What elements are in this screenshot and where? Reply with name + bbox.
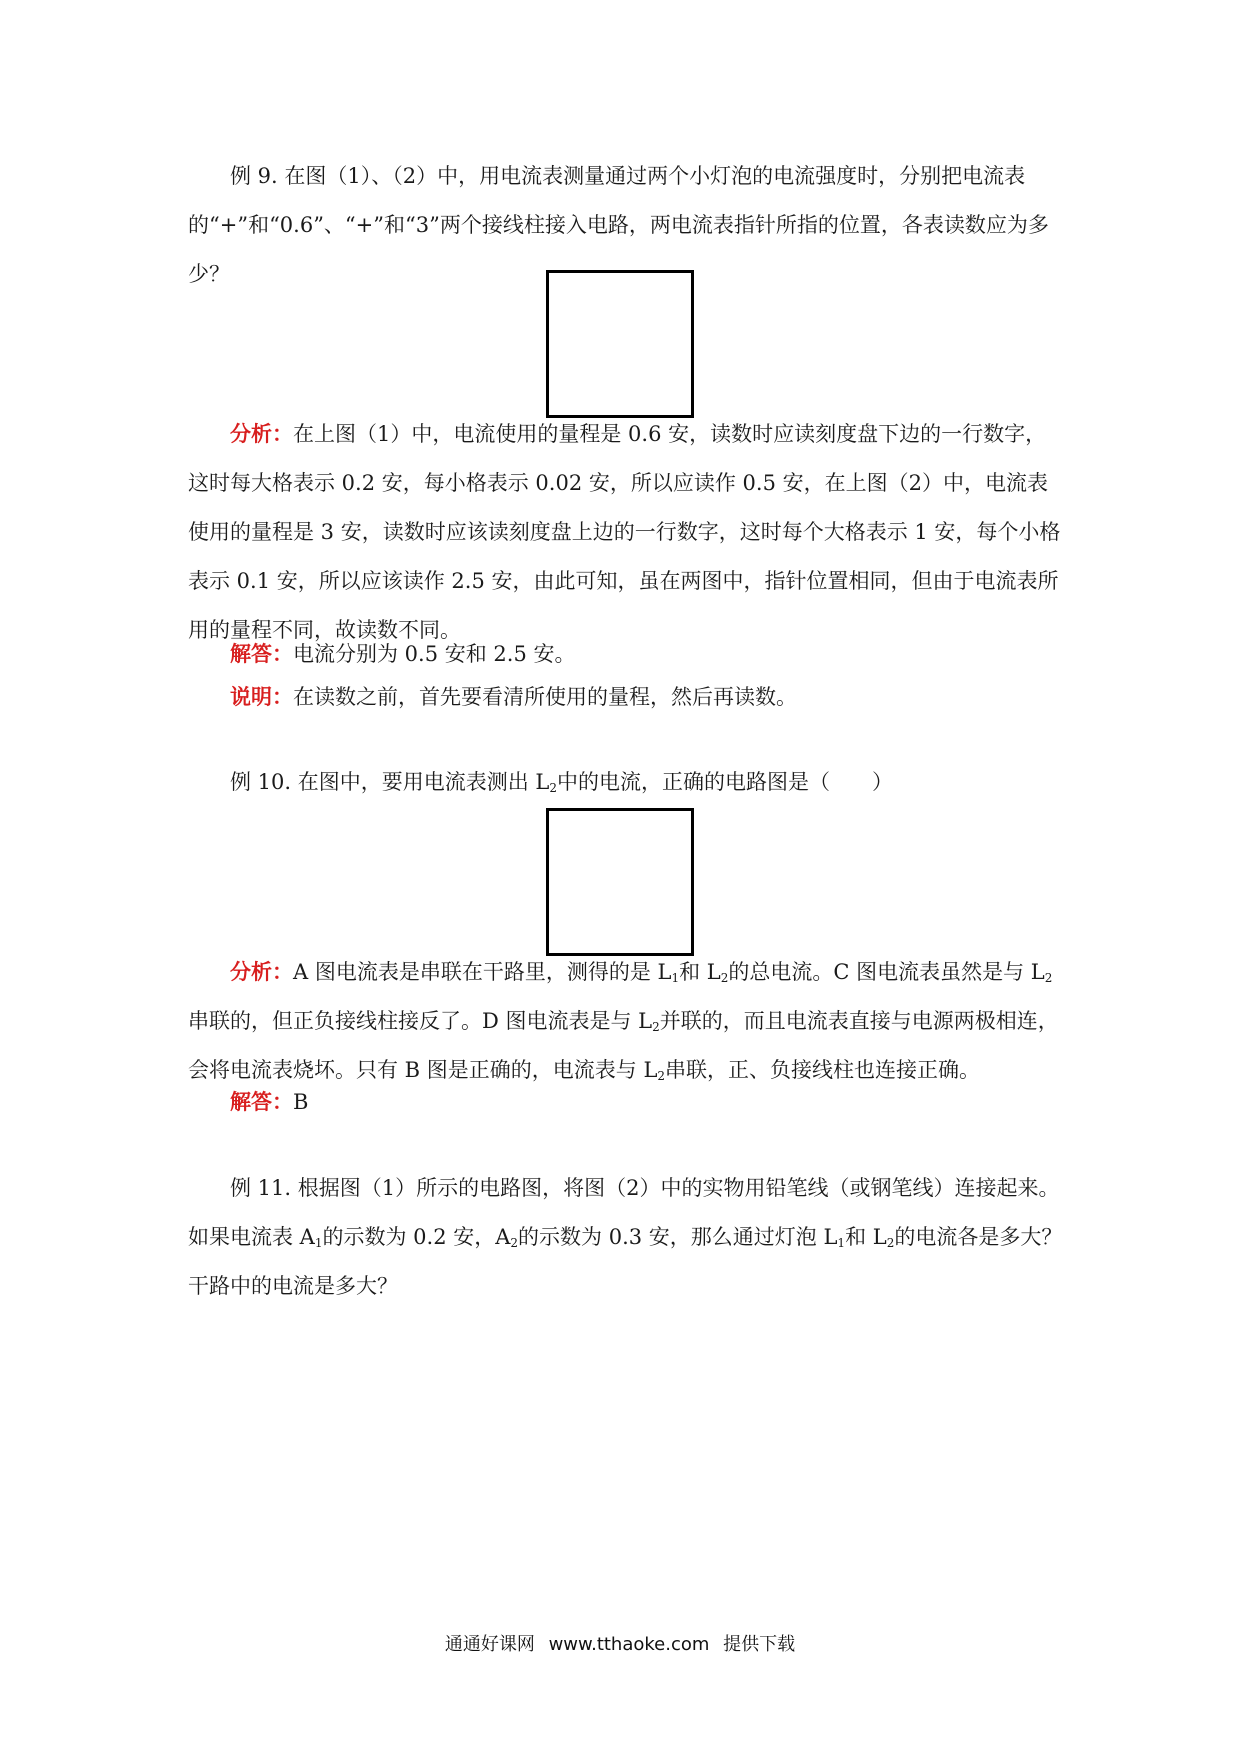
subscript: 2 <box>652 1020 660 1034</box>
subscript: 2 <box>510 1236 519 1250</box>
example-10-question <box>188 758 1064 807</box>
example-10-answer <box>188 1078 1064 1127</box>
footer-tail: 提供下载 <box>723 1634 796 1655</box>
analysis-label: 分析： <box>230 422 293 446</box>
q-text: 中的电流，正确的电路图是（ ） <box>557 770 894 794</box>
example-10-analysis <box>188 948 1064 1095</box>
q-text: 的示数为 0.3 安，那么通过灯泡 L <box>518 1225 838 1249</box>
subscript: 2 <box>549 781 558 795</box>
q-text: 例 10. 在图中，要用电流表测出 L <box>230 770 550 794</box>
subscript: 1 <box>671 971 680 985</box>
answer-label: 解答： <box>230 1090 293 1114</box>
q-text: 的示数为 0.2 安，A <box>322 1225 511 1249</box>
page-footer <box>0 1630 1240 1656</box>
example-9-note <box>188 673 1064 722</box>
footer-url[interactable]: www.tthaoke.com <box>548 1634 710 1655</box>
example-11-question <box>188 1164 1064 1311</box>
q-text: 例 11. 根据图（1）所示的电路图，将图（2）中的实物用铅笔线（或钢笔线）连接起来。如果电流表 A <box>188 1176 1060 1249</box>
example-10-figure <box>546 808 694 956</box>
answer-text: B <box>293 1090 309 1114</box>
subscript: 2 <box>886 1236 895 1250</box>
answer-text: 电流分别为 0.5 安和 2.5 安。 <box>293 642 576 666</box>
analysis-text: 在上图（1）中，电流使用的量程是 0.6 安，读数时应读刻度盘下边的一行数字，这时每大格表示 0.2 安，每小格表示 0.02 安，所以应读作 0.5 安，在上图（2）中，电流表使用的量程是 3 安，读数时应该读刻度盘上边的一行数字，这时每个大格表示 1 安，每个小格表示 0.1 安，所以应该读作 2.5 安，由此可知，虽在两图中，指针位置相同，但由于电流表所用的量程不同，故读数不同。 <box>188 422 1061 642</box>
subscript: 2 <box>657 1069 666 1083</box>
answer-label: 解答： <box>230 642 293 666</box>
analysis-text: 的总电流。C 图电流表虽然是与 L <box>728 960 1045 984</box>
footer-site-name: 通通好课网 <box>444 1634 535 1655</box>
subscript: 1 <box>314 1236 323 1250</box>
analysis-label: 分析： <box>230 960 293 984</box>
note-label: 说明： <box>230 685 293 709</box>
analysis-text: 串联的，但正负接线柱接反了。D 图电流表是与 L <box>188 1009 653 1033</box>
subscript: 2 <box>1044 971 1053 985</box>
subscript: 1 <box>837 1236 846 1250</box>
subscript: 2 <box>720 971 729 985</box>
q-text: 的电流各是多大？干路中的电流是多大？ <box>188 1225 1063 1298</box>
analysis-text: A 图电流表是串联在干路里，测得的是 L <box>293 960 672 984</box>
example-9-figure <box>546 270 694 418</box>
analysis-text: 串联，正、负接线柱也连接正确。 <box>665 1058 981 1082</box>
example-9-question-text: 例 9. 在图（1）、（2）中，用电流表测量通过两个小灯泡的电流强度时，分别把电流表的“+”和“0.6”、“+”和“3”两个接线柱接入电路，两电流表指针所指的位置，各表读数应为多少？ <box>188 164 1049 286</box>
analysis-text: 和 L <box>679 960 721 984</box>
q-text: 和 L <box>845 1225 887 1249</box>
analysis-text: 并联的，而且电流表直接与电源两极相连，会将电流表烧坏。只有 B 图是正确的，电流表与 L <box>188 1009 1059 1082</box>
example-9-analysis <box>188 410 1064 655</box>
note-text: 在读数之前，首先要看清所使用的量程，然后再读数。 <box>293 685 797 709</box>
example-9-answer <box>188 630 1064 679</box>
